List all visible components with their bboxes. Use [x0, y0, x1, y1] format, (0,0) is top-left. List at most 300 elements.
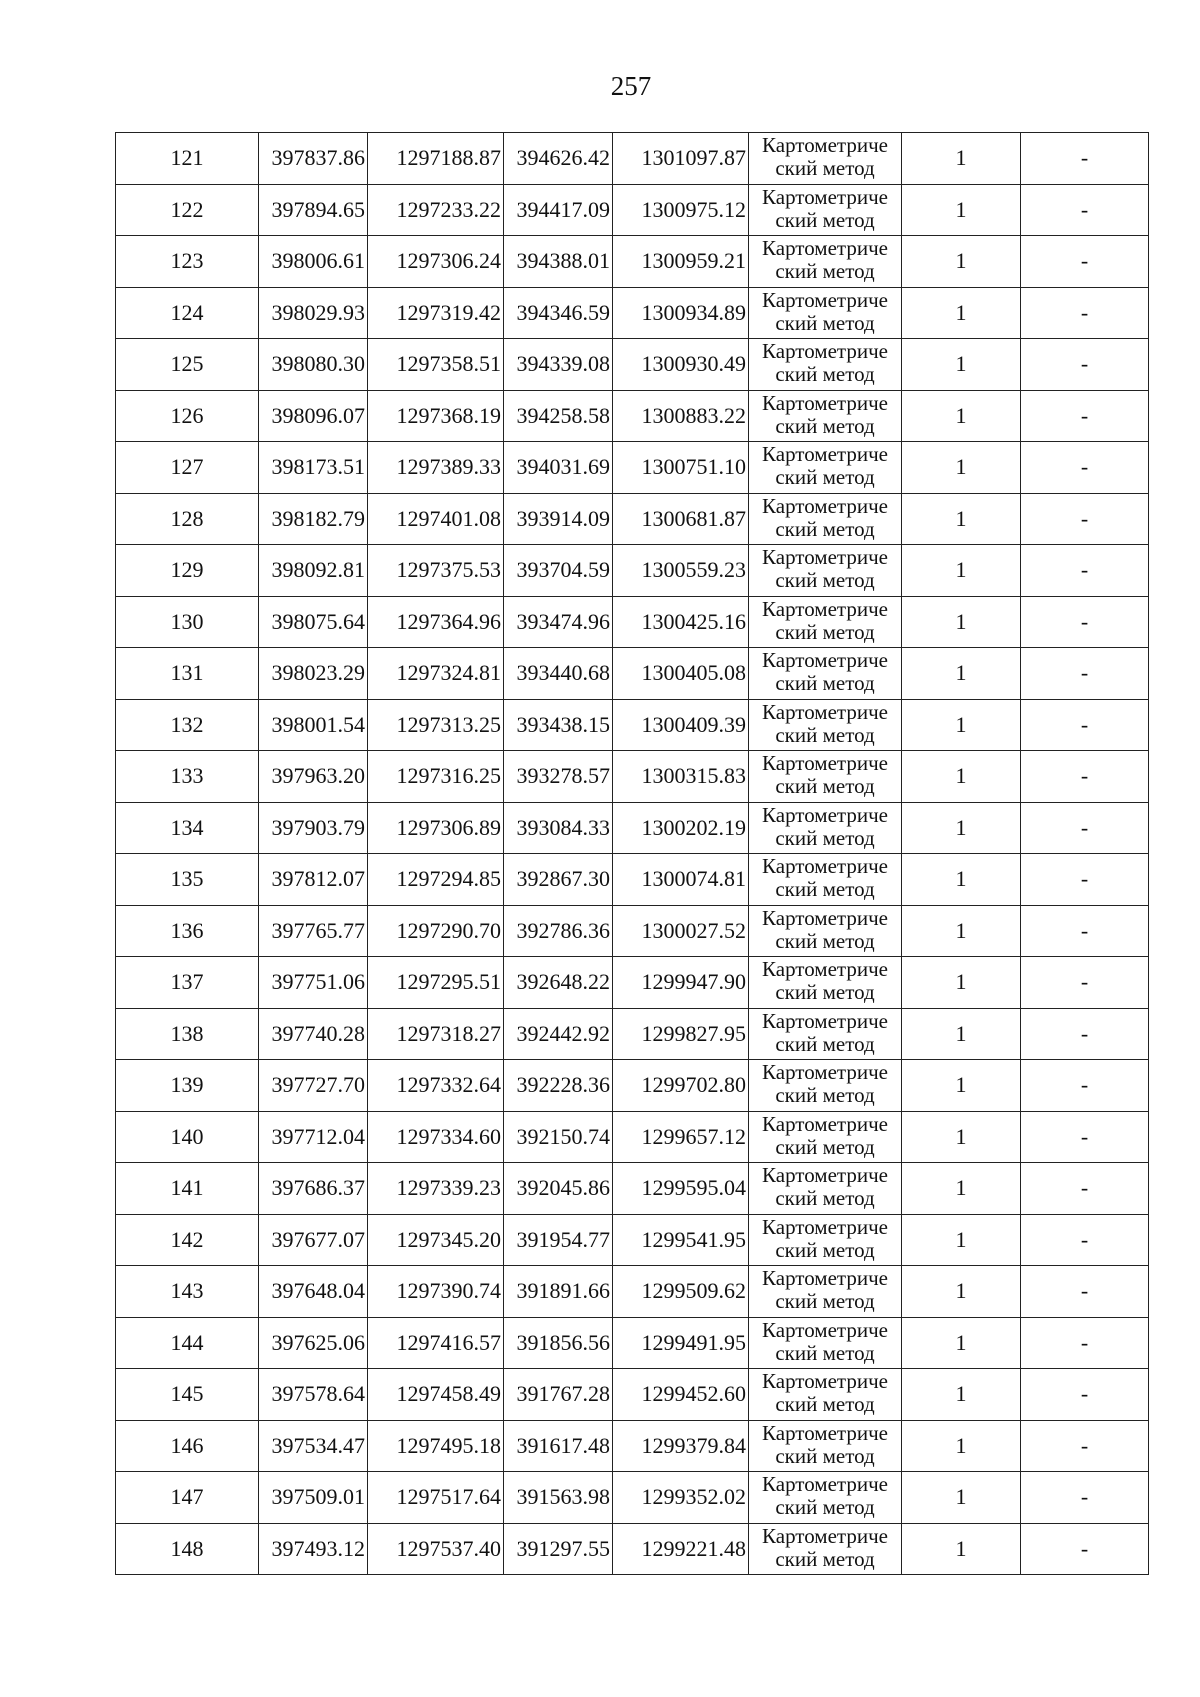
cell-y2: 1299702.80 — [613, 1060, 749, 1112]
cell-y1: 1297334.60 — [368, 1111, 504, 1163]
table-row — [116, 133, 1149, 185]
cell-note: - — [1021, 442, 1149, 494]
method-line-1: Картометриче — [762, 1112, 888, 1136]
cell-x2: 393438.15 — [504, 699, 613, 751]
cell-y2: 1300681.87 — [613, 493, 749, 545]
method-line-1: Картометриче — [762, 1215, 888, 1239]
method-line-2: ский метод — [775, 1392, 875, 1416]
table-row — [116, 1214, 1149, 1266]
cell-method — [749, 596, 902, 648]
method-line-1: Картометриче — [762, 443, 888, 466]
table-row — [116, 1472, 1149, 1524]
cell-x2: 392786.36 — [504, 905, 613, 957]
table-row — [116, 236, 1149, 288]
cell-accuracy: 1 — [902, 854, 1021, 906]
cell-y2: 1300202.19 — [613, 802, 749, 854]
cell-point-number: 142 — [116, 1214, 259, 1266]
cell-x2: 391954.77 — [504, 1214, 613, 1266]
cell-x2: 391767.28 — [504, 1369, 613, 1421]
cell-y2: 1300934.89 — [613, 287, 749, 339]
cell-x1: 397686.37 — [259, 1163, 368, 1215]
cell-point-number: 140 — [116, 1111, 259, 1163]
cell-x2: 392045.86 — [504, 1163, 613, 1215]
cell-x1: 397534.47 — [259, 1420, 368, 1472]
cell-x1: 398173.51 — [259, 442, 368, 494]
cell-y1: 1297389.33 — [368, 442, 504, 494]
method-text — [749, 804, 901, 852]
cell-point-number: 122 — [116, 184, 259, 236]
cell-method — [749, 1111, 902, 1163]
cell-x1: 397751.06 — [259, 957, 368, 1009]
cell-y1: 1297319.42 — [368, 287, 504, 339]
cell-method — [749, 184, 902, 236]
cell-accuracy: 1 — [902, 596, 1021, 648]
method-line-1: Картометриче — [762, 237, 888, 260]
table-row — [116, 957, 1149, 1009]
cell-point-number: 133 — [116, 751, 259, 803]
cell-y1: 1297313.25 — [368, 699, 504, 751]
method-text — [749, 1422, 901, 1470]
table-row — [116, 1420, 1149, 1472]
table-row — [116, 854, 1149, 906]
method-line-1: Картометриче — [762, 803, 888, 827]
method-line-2: ский метод — [775, 1443, 875, 1468]
table-row — [116, 1317, 1149, 1369]
cell-point-number: 147 — [116, 1472, 259, 1524]
method-text — [749, 495, 901, 543]
method-text — [749, 237, 901, 285]
method-line-2: ский метод — [775, 928, 875, 953]
cell-x2: 391856.56 — [504, 1317, 613, 1369]
method-line-1: Картометриче — [762, 185, 888, 209]
cell-y2: 1300409.39 — [613, 699, 749, 751]
cell-y2: 1300930.49 — [613, 339, 749, 391]
cell-x1: 398080.30 — [259, 339, 368, 391]
method-line-2: ский метод — [775, 1186, 875, 1210]
cell-accuracy: 1 — [902, 802, 1021, 854]
cell-y2: 1299509.62 — [613, 1266, 749, 1318]
cell-y1: 1297390.74 — [368, 1266, 504, 1318]
method-line-2: ский метод — [775, 310, 875, 335]
method-text — [749, 598, 901, 646]
cell-point-number: 137 — [116, 957, 259, 1009]
cell-accuracy: 1 — [902, 545, 1021, 597]
method-line-2: ский метод — [775, 1495, 875, 1519]
cell-y2: 1300315.83 — [613, 751, 749, 803]
method-line-1: Картометриче — [762, 134, 888, 157]
cell-x2: 394626.42 — [504, 133, 613, 185]
cell-note: - — [1021, 1008, 1149, 1060]
cell-x2: 391891.66 — [504, 1266, 613, 1318]
cell-accuracy: 1 — [902, 1523, 1021, 1575]
cell-x1: 397765.77 — [259, 905, 368, 957]
cell-point-number: 139 — [116, 1060, 259, 1112]
method-line-2: ский метод — [775, 877, 875, 901]
method-line-1: Картометриче — [762, 1421, 888, 1445]
cell-x2: 394339.08 — [504, 339, 613, 391]
cell-y1: 1297416.57 — [368, 1317, 504, 1369]
cell-note: - — [1021, 1111, 1149, 1163]
cell-accuracy: 1 — [902, 1163, 1021, 1215]
cell-x2: 392228.36 — [504, 1060, 613, 1112]
method-line-1: Картометриче — [762, 1061, 888, 1084]
cell-point-number: 127 — [116, 442, 259, 494]
cell-x1: 397578.64 — [259, 1369, 368, 1421]
cell-x2: 394346.59 — [504, 287, 613, 339]
method-text — [749, 289, 901, 337]
method-line-2: ский метод — [775, 465, 875, 489]
cell-point-number: 121 — [116, 133, 259, 185]
method-line-1: Картометриче — [762, 1524, 888, 1548]
cell-x1: 397837.86 — [259, 133, 368, 185]
method-line-2: ский метод — [775, 1340, 875, 1365]
cell-note: - — [1021, 339, 1149, 391]
cell-x1: 397677.07 — [259, 1214, 368, 1266]
cell-y2: 1300425.16 — [613, 596, 749, 648]
method-line-1: Картометриче — [762, 1370, 888, 1393]
cell-accuracy: 1 — [902, 957, 1021, 1009]
cell-method — [749, 493, 902, 545]
cell-x2: 393084.33 — [504, 802, 613, 854]
cell-x1: 397625.06 — [259, 1317, 368, 1369]
cell-y2: 1300027.52 — [613, 905, 749, 957]
method-line-1: Картометриче — [762, 1009, 888, 1033]
cell-note: - — [1021, 1317, 1149, 1369]
cell-method — [749, 802, 902, 854]
cell-y2: 1299491.95 — [613, 1317, 749, 1369]
table-row — [116, 699, 1149, 751]
cell-y2: 1299595.04 — [613, 1163, 749, 1215]
cell-y2: 1299657.12 — [613, 1111, 749, 1163]
cell-y1: 1297306.24 — [368, 236, 504, 288]
cell-note: - — [1021, 1472, 1149, 1524]
cell-accuracy: 1 — [902, 1060, 1021, 1112]
cell-y2: 1300883.22 — [613, 390, 749, 442]
method-line-1: Картометриче — [762, 1267, 888, 1290]
cell-note: - — [1021, 905, 1149, 957]
method-line-2: ский метод — [775, 362, 875, 386]
cell-accuracy: 1 — [902, 287, 1021, 339]
method-line-2: ский метод — [775, 1083, 875, 1107]
table-row — [116, 545, 1149, 597]
cell-method — [749, 648, 902, 700]
method-text — [749, 1525, 901, 1573]
cell-x1: 397648.04 — [259, 1266, 368, 1318]
method-line-2: ский метод — [775, 1237, 875, 1262]
method-line-2: ский метод — [775, 1134, 875, 1159]
cell-y1: 1297368.19 — [368, 390, 504, 442]
method-line-2: ский метод — [775, 722, 875, 747]
method-text — [749, 1216, 901, 1264]
cell-x2: 392442.92 — [504, 1008, 613, 1060]
method-text — [749, 855, 901, 903]
method-line-1: Картометриче — [762, 1473, 888, 1496]
cell-method — [749, 751, 902, 803]
cell-method — [749, 545, 902, 597]
method-line-2: ский метод — [775, 671, 875, 695]
method-line-2: ский метод — [775, 156, 875, 180]
cell-x1: 397493.12 — [259, 1523, 368, 1575]
method-line-1: Картометриче — [762, 494, 888, 518]
cell-accuracy: 1 — [902, 648, 1021, 700]
cell-y1: 1297345.20 — [368, 1214, 504, 1266]
cell-method — [749, 390, 902, 442]
cell-y1: 1297332.64 — [368, 1060, 504, 1112]
cell-x1: 397740.28 — [259, 1008, 368, 1060]
cell-method — [749, 957, 902, 1009]
table-row — [116, 287, 1149, 339]
table-row — [116, 1060, 1149, 1112]
cell-note: - — [1021, 596, 1149, 648]
method-text — [749, 1370, 901, 1418]
method-text — [749, 1061, 901, 1109]
method-line-2: ский метод — [775, 1546, 875, 1571]
cell-x1: 398075.64 — [259, 596, 368, 648]
cell-note: - — [1021, 1214, 1149, 1266]
cell-note: - — [1021, 802, 1149, 854]
cell-method — [749, 1523, 902, 1575]
cell-accuracy: 1 — [902, 1008, 1021, 1060]
cell-x2: 392648.22 — [504, 957, 613, 1009]
table-row — [116, 493, 1149, 545]
cell-note: - — [1021, 1060, 1149, 1112]
cell-accuracy: 1 — [902, 133, 1021, 185]
cell-x1: 398029.93 — [259, 287, 368, 339]
cell-y2: 1300975.12 — [613, 184, 749, 236]
method-line-1: Картометриче — [762, 597, 888, 621]
cell-point-number: 146 — [116, 1420, 259, 1472]
cell-y1: 1297290.70 — [368, 905, 504, 957]
cell-accuracy: 1 — [902, 1369, 1021, 1421]
cell-y2: 1299947.90 — [613, 957, 749, 1009]
cell-x1: 398006.61 — [259, 236, 368, 288]
cell-point-number: 138 — [116, 1008, 259, 1060]
cell-method — [749, 1472, 902, 1524]
method-text — [749, 1473, 901, 1521]
cell-note: - — [1021, 545, 1149, 597]
method-line-2: ский метод — [775, 259, 875, 283]
method-line-2: ский метод — [775, 516, 875, 541]
cell-y1: 1297188.87 — [368, 133, 504, 185]
table-row — [116, 442, 1149, 494]
cell-accuracy: 1 — [902, 390, 1021, 442]
method-line-2: ский метод — [775, 774, 875, 798]
cell-method — [749, 1214, 902, 1266]
table-row — [116, 184, 1149, 236]
cell-y1: 1297294.85 — [368, 854, 504, 906]
cell-x1: 397963.20 — [259, 751, 368, 803]
cell-note: - — [1021, 390, 1149, 442]
method-text — [749, 649, 901, 697]
cell-x1: 398023.29 — [259, 648, 368, 700]
cell-y1: 1297537.40 — [368, 1523, 504, 1575]
cell-point-number: 134 — [116, 802, 259, 854]
table-row — [116, 751, 1149, 803]
cell-accuracy: 1 — [902, 339, 1021, 391]
cell-method — [749, 1420, 902, 1472]
table-row — [116, 1163, 1149, 1215]
cell-x1: 397812.07 — [259, 854, 368, 906]
cell-accuracy: 1 — [902, 1214, 1021, 1266]
cell-x2: 393474.96 — [504, 596, 613, 648]
cell-point-number: 129 — [116, 545, 259, 597]
cell-y2: 1299379.84 — [613, 1420, 749, 1472]
cell-point-number: 123 — [116, 236, 259, 288]
method-text — [749, 186, 901, 234]
cell-x2: 391297.55 — [504, 1523, 613, 1575]
method-text — [749, 752, 901, 800]
cell-method — [749, 905, 902, 957]
cell-note: - — [1021, 751, 1149, 803]
cell-x2: 393278.57 — [504, 751, 613, 803]
cell-note: - — [1021, 1523, 1149, 1575]
cell-accuracy: 1 — [902, 699, 1021, 751]
cell-x1: 397712.04 — [259, 1111, 368, 1163]
cell-point-number: 131 — [116, 648, 259, 700]
cell-y2: 1299352.02 — [613, 1472, 749, 1524]
cell-y1: 1297233.22 — [368, 184, 504, 236]
method-line-2: ский метод — [775, 980, 875, 1004]
cell-accuracy: 1 — [902, 236, 1021, 288]
method-line-1: Картометриче — [762, 391, 888, 415]
cell-method — [749, 1008, 902, 1060]
method-line-2: ский метод — [775, 1289, 875, 1313]
method-line-1: Картометриче — [762, 1318, 888, 1342]
cell-y2: 1300074.81 — [613, 854, 749, 906]
cell-accuracy: 1 — [902, 1472, 1021, 1524]
method-text — [749, 1113, 901, 1161]
cell-note: - — [1021, 1420, 1149, 1472]
cell-point-number: 135 — [116, 854, 259, 906]
table-row — [116, 1369, 1149, 1421]
method-text — [749, 340, 901, 388]
table-row — [116, 1111, 1149, 1163]
cell-x2: 394388.01 — [504, 236, 613, 288]
cell-x2: 393440.68 — [504, 648, 613, 700]
table-row — [116, 648, 1149, 700]
cell-y2: 1299221.48 — [613, 1523, 749, 1575]
method-line-1: Картометриче — [762, 1164, 888, 1187]
method-line-1: Картометриче — [762, 340, 888, 363]
cell-method — [749, 339, 902, 391]
cell-note: - — [1021, 1369, 1149, 1421]
table-row — [116, 596, 1149, 648]
method-line-1: Картометриче — [762, 855, 888, 878]
cell-x2: 394031.69 — [504, 442, 613, 494]
method-line-1: Картометриче — [762, 546, 888, 569]
method-line-2: ский метод — [775, 825, 875, 850]
cell-y1: 1297316.25 — [368, 751, 504, 803]
cell-point-number: 130 — [116, 596, 259, 648]
method-text — [749, 1319, 901, 1367]
cell-method — [749, 699, 902, 751]
method-text — [749, 1267, 901, 1315]
cell-note: - — [1021, 236, 1149, 288]
cell-method — [749, 1163, 902, 1215]
cell-x2: 393704.59 — [504, 545, 613, 597]
cell-accuracy: 1 — [902, 493, 1021, 545]
method-text — [749, 701, 901, 749]
cell-method — [749, 236, 902, 288]
cell-method — [749, 442, 902, 494]
cell-x1: 397894.65 — [259, 184, 368, 236]
cell-note: - — [1021, 184, 1149, 236]
table-row — [116, 390, 1149, 442]
cell-y2: 1299452.60 — [613, 1369, 749, 1421]
cell-x1: 397727.70 — [259, 1060, 368, 1112]
cell-y1: 1297364.96 — [368, 596, 504, 648]
cell-y1: 1297358.51 — [368, 339, 504, 391]
cell-y1: 1297458.49 — [368, 1369, 504, 1421]
method-line-1: Картометриче — [762, 752, 888, 775]
cell-x2: 392150.74 — [504, 1111, 613, 1163]
method-text — [749, 134, 901, 182]
cell-accuracy: 1 — [902, 184, 1021, 236]
method-text — [749, 443, 901, 491]
cell-x2: 394258.58 — [504, 390, 613, 442]
cell-x2: 394417.09 — [504, 184, 613, 236]
cell-x2: 392867.30 — [504, 854, 613, 906]
cell-method — [749, 1369, 902, 1421]
cell-y1: 1297495.18 — [368, 1420, 504, 1472]
cell-accuracy: 1 — [902, 1317, 1021, 1369]
cell-y1: 1297375.53 — [368, 545, 504, 597]
cell-point-number: 144 — [116, 1317, 259, 1369]
cell-accuracy: 1 — [902, 751, 1021, 803]
cell-y1: 1297401.08 — [368, 493, 504, 545]
cell-accuracy: 1 — [902, 1266, 1021, 1318]
table-row — [116, 339, 1149, 391]
method-line-2: ский метод — [775, 568, 875, 592]
cell-x1: 398182.79 — [259, 493, 368, 545]
cell-x1: 398092.81 — [259, 545, 368, 597]
table-row — [116, 802, 1149, 854]
table-row — [116, 1523, 1149, 1575]
cell-point-number: 145 — [116, 1369, 259, 1421]
method-text — [749, 907, 901, 955]
cell-x2: 393914.09 — [504, 493, 613, 545]
cell-accuracy: 1 — [902, 442, 1021, 494]
method-line-1: Картометриче — [762, 649, 888, 672]
cell-method — [749, 1266, 902, 1318]
cell-point-number: 128 — [116, 493, 259, 545]
cell-method — [749, 1317, 902, 1369]
cell-accuracy: 1 — [902, 1111, 1021, 1163]
cell-point-number: 124 — [116, 287, 259, 339]
cell-method — [749, 133, 902, 185]
cell-x1: 397903.79 — [259, 802, 368, 854]
cell-x2: 391563.98 — [504, 1472, 613, 1524]
cell-method — [749, 854, 902, 906]
cell-y1: 1297295.51 — [368, 957, 504, 1009]
cell-y2: 1299541.95 — [613, 1214, 749, 1266]
cell-y2: 1299827.95 — [613, 1008, 749, 1060]
cell-point-number: 148 — [116, 1523, 259, 1575]
cell-point-number: 125 — [116, 339, 259, 391]
table-row — [116, 1008, 1149, 1060]
cell-note: - — [1021, 1266, 1149, 1318]
cell-y1: 1297517.64 — [368, 1472, 504, 1524]
cell-point-number: 126 — [116, 390, 259, 442]
method-line-2: ский метод — [775, 413, 875, 438]
cell-x2: 391617.48 — [504, 1420, 613, 1472]
cell-accuracy: 1 — [902, 1420, 1021, 1472]
method-text — [749, 546, 901, 594]
cell-x1: 398096.07 — [259, 390, 368, 442]
cell-y2: 1301097.87 — [613, 133, 749, 185]
cell-note: - — [1021, 957, 1149, 1009]
cell-point-number: 143 — [116, 1266, 259, 1318]
